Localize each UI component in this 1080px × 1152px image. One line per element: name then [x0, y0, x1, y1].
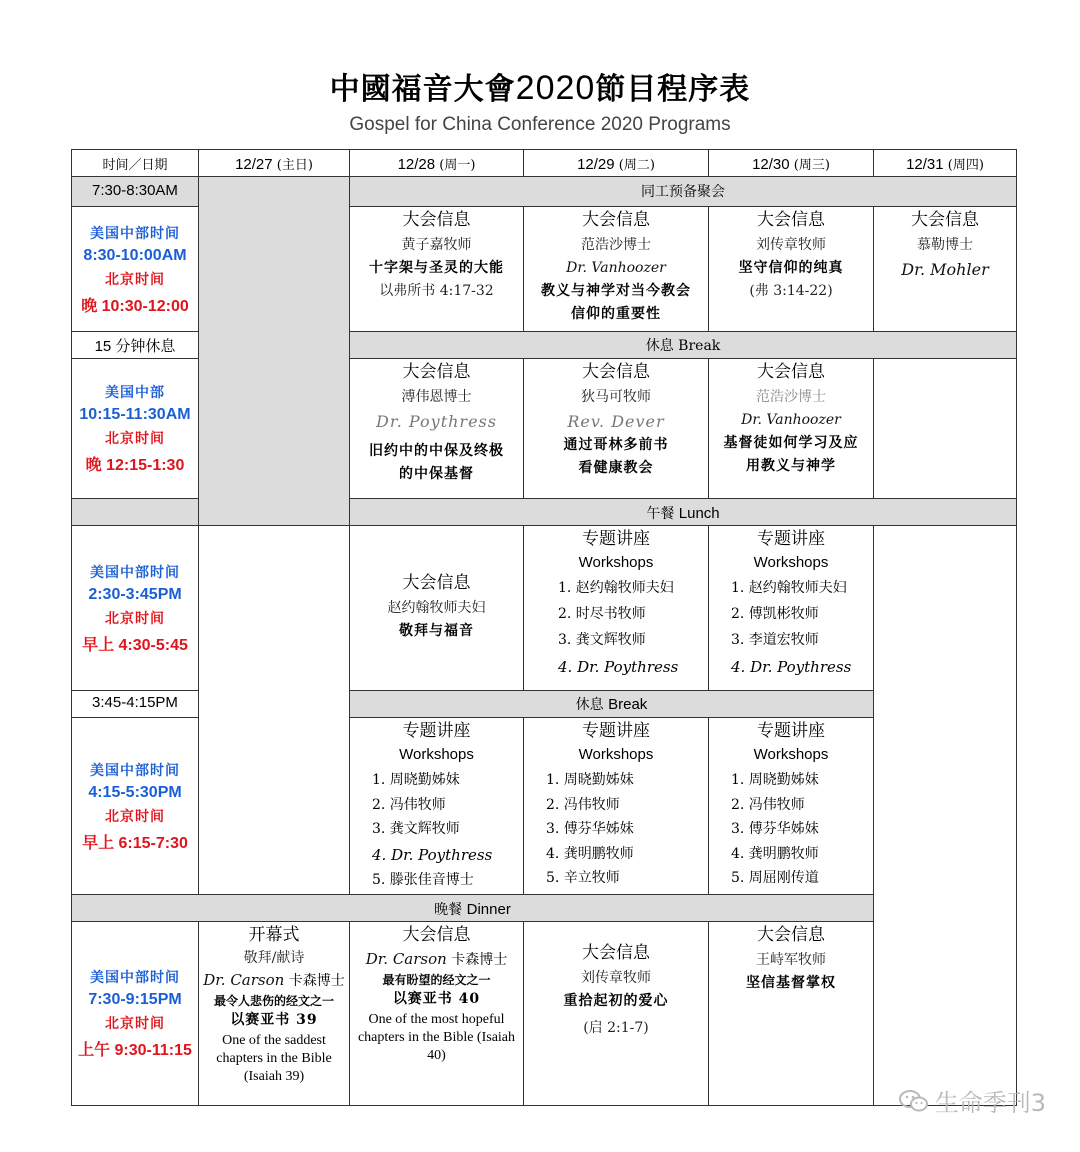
wechat-icon	[899, 1088, 929, 1114]
page-title	[0, 64, 1080, 108]
cell-heading: 大会信息	[402, 573, 471, 593]
bj-time: 上午 9:30-11:15	[78, 1042, 192, 1059]
speaker-name: 狄马可牧师	[581, 388, 651, 405]
topic-line-1: 通过哥林多前书	[563, 437, 669, 454]
cell-heading: 大会信息	[402, 925, 471, 945]
bj-time-label: 北京时间	[105, 1016, 165, 1032]
topic-line-1: 最令人悲伤的经文之一	[213, 993, 334, 1008]
s4-d4-cell	[708, 717, 874, 895]
time-session-5	[71, 921, 199, 1106]
time-session-4	[71, 717, 199, 895]
speaker-name: 王峙军牧师	[756, 951, 826, 968]
title-zh-1: 中國福音大會	[329, 72, 516, 107]
list-item: 5. 周屈刚传道	[731, 870, 819, 887]
header-day-5: 12/31 (周四)	[873, 149, 1017, 177]
bj-time-label: 北京时间	[105, 431, 165, 447]
cell-heading: 专题讲座	[402, 721, 471, 741]
list-item: 4. 龚明鹏牧师	[546, 845, 634, 862]
s1-d3-cell	[523, 206, 709, 332]
us-time: 10:15-11:30AM	[79, 406, 191, 423]
time-lunch-empty	[71, 498, 199, 526]
workshop-list	[709, 768, 873, 891]
cell-heading: 大会信息	[402, 362, 471, 382]
cell-heading: 专题讲座	[582, 721, 650, 741]
workshops-label: Workshops	[578, 553, 654, 571]
watermark	[899, 1083, 1046, 1118]
list-item: 1. 赵约翰牧师夫妇	[731, 580, 847, 597]
topic-line-1: 教义与神学对当今教会	[541, 282, 691, 299]
list-item: 3. 傅芬华姊妹	[731, 821, 819, 838]
scripture-ref: (启 2:1-7)	[583, 1019, 649, 1036]
topic: 敬拜与福音	[399, 622, 474, 639]
scripture-ref: 以弗所书 4:17-32	[379, 282, 494, 299]
bj-time: 晚 12:15-1:30	[85, 457, 185, 474]
workshops-label: Workshops	[753, 553, 829, 571]
workshop-list	[524, 768, 708, 891]
time-break-2: 3:45-4:15PM	[71, 690, 199, 718]
us-time-label: 美国中部时间	[90, 564, 180, 581]
s3-d4-cell	[708, 525, 874, 691]
list-item: 4. Dr. Poythress	[558, 657, 679, 676]
list-item: 2. 冯伟牧师	[372, 796, 446, 813]
bj-time: 早上 6:15-7:30	[82, 834, 188, 852]
speaker-name-en: Dr. Mohler	[901, 259, 989, 279]
s3-d2-cell	[349, 525, 524, 691]
speaker-line	[350, 949, 523, 970]
us-time-label: 美国中部时间	[90, 225, 180, 242]
topic-line-1: 最有盼望的经文之一	[382, 972, 491, 987]
s2-d2-cell	[349, 358, 524, 499]
list-item: 2. 冯伟牧师	[546, 796, 620, 813]
cell-heading: 开幕式	[248, 925, 300, 945]
sunday-empty-block	[198, 176, 350, 526]
watermark-text: 生命季刊3	[934, 1089, 1046, 1117]
s5-d2-cell	[349, 921, 524, 1106]
list-item: 2. 冯伟牧师	[731, 796, 805, 813]
time-prep: 7:30-8:30AM	[71, 176, 199, 207]
s2-d3-cell	[523, 358, 709, 499]
bj-time-label: 北京时间	[105, 610, 165, 627]
list-item: 1. 周晓勤姊妹	[731, 772, 819, 789]
speaker-name: 黄子嘉牧师	[401, 236, 472, 253]
speaker-name: 赵约翰牧师夫妇	[387, 599, 486, 616]
s2-d5-empty	[873, 358, 1017, 499]
s1-d5-cell	[873, 206, 1017, 332]
band-break-2: 休息 Break	[349, 690, 874, 718]
list-item: 2. 傅凯彬牧师	[731, 606, 819, 623]
speaker-name: 刘传章牧师	[756, 236, 826, 253]
us-time: 2:30-3:45PM	[88, 585, 182, 603]
list-item: 3. 李道宏牧师	[731, 631, 819, 648]
title-zh-2: 節目程序表	[595, 72, 751, 107]
speaker-name-en: Rev. Dever	[567, 411, 665, 431]
cell-heading: 大会信息	[582, 210, 650, 230]
title-year: 2020	[515, 69, 596, 107]
us-time-label: 美国中部	[105, 385, 165, 401]
bj-time: 晚 10:30-12:00	[81, 297, 189, 315]
cell-heading: 专题讲座	[757, 721, 825, 741]
topic-english: One of the saddest chapters in the Bible (Isaiah 39)	[216, 1032, 332, 1085]
speaker-name: 范浩沙博士	[756, 388, 826, 405]
speaker-name: 刘传章牧师	[581, 969, 651, 986]
s2-d4-cell	[708, 358, 874, 499]
s5-d4-cell	[708, 921, 874, 1106]
band-dinner: 晚餐 Dinner	[71, 894, 874, 922]
list-item: 5. 辛立牧师	[546, 870, 620, 887]
us-time-label: 美国中部时间	[90, 970, 180, 986]
topic-line-1: 基督徒如何学习及应	[723, 434, 859, 451]
topic-line-1: 旧约中的中保及终极	[369, 443, 504, 460]
list-item: 4. Dr. Poythress	[372, 845, 493, 864]
speaker-name-en: Dr. Vanhoozer	[741, 411, 841, 428]
speaker-name: 溥伟恩博士	[401, 388, 472, 405]
workshop-list	[709, 576, 873, 681]
scripture-ref: (弗 3:14-22)	[749, 282, 833, 299]
speaker-name-en: Dr. Carson	[365, 949, 447, 968]
s4-d3-cell	[523, 717, 709, 895]
time-session-3	[71, 525, 199, 691]
topic-line-2: 以赛亚书 40	[392, 991, 481, 1008]
s3-d3-cell	[523, 525, 709, 691]
header-day-1: 12/27 (主日)	[198, 149, 350, 177]
speaker-name: 卡森博士	[451, 951, 508, 968]
topic: 重拾起初的爱心	[563, 992, 669, 1009]
bj-time: 早上 4:30-5:45	[82, 636, 188, 654]
list-item: 4. Dr. Poythress	[731, 657, 852, 676]
speaker-name-en: Dr. Vanhoozer	[566, 259, 666, 276]
sunday-afternoon-empty	[198, 525, 350, 895]
cell-heading: 大会信息	[757, 925, 825, 945]
program-subtitle: 敬拜/献诗	[243, 949, 305, 966]
topic: 十字架与圣灵的大能	[369, 259, 504, 276]
time-break-1: 15 分钟休息	[71, 331, 199, 359]
cell-heading: 大会信息	[757, 362, 825, 382]
header-day-3: 12/29 (周二)	[523, 149, 709, 177]
cell-heading: 大会信息	[911, 210, 979, 230]
us-time: 7:30-9:15PM	[88, 991, 182, 1008]
thursday-afternoon-empty	[873, 525, 1017, 1106]
band-break-1: 休息 Break	[349, 331, 1017, 359]
list-item: 5. 滕张佳音博士	[372, 871, 474, 888]
workshops-label: Workshops	[753, 745, 829, 763]
cell-heading: 大会信息	[402, 210, 471, 230]
s4-d2-cell	[349, 717, 524, 895]
band-lunch: 午餐 Lunch	[349, 498, 1017, 526]
us-time: 4:15-5:30PM	[88, 783, 182, 801]
workshops-label: Workshops	[399, 745, 474, 763]
time-session-2	[71, 358, 199, 499]
list-item: 1. 赵约翰牧师夫妇	[558, 580, 674, 597]
list-item: 1. 周晓勤姊妹	[372, 772, 460, 789]
workshops-label: Workshops	[578, 745, 654, 763]
list-item: 3. 龚文辉牧师	[558, 631, 646, 648]
bj-time-label: 北京时间	[105, 271, 165, 288]
speaker-name-en: Dr. Carson	[203, 970, 285, 989]
cell-heading: 大会信息	[582, 362, 650, 382]
page-subtitle: Gospel for China Conference 2020 Programs	[349, 114, 731, 135]
list-item: 3. 龚文辉牧师	[372, 821, 460, 838]
band-prep: 同工预备聚会	[349, 176, 1017, 207]
header-day-2: 12/28 (周一)	[349, 149, 524, 177]
s1-d2-cell	[349, 206, 524, 332]
speaker-name-en: Dr. Poythress	[376, 411, 497, 431]
cell-heading: 大会信息	[757, 210, 825, 230]
cell-heading: 专题讲座	[582, 529, 650, 549]
topic-line-2: 信仰的重要性	[571, 305, 661, 322]
us-time: 8:30-10:00AM	[83, 246, 187, 264]
s1-d4-cell	[708, 206, 874, 332]
list-item: 4. 龚明鹏牧师	[731, 845, 819, 862]
s5-d3-cell	[523, 921, 709, 1106]
header-day-4: 12/30 (周三)	[708, 149, 874, 177]
cell-heading: 大会信息	[582, 943, 650, 963]
time-session-1	[71, 206, 199, 332]
list-item: 3. 傅芬华姊妹	[546, 821, 634, 838]
speaker-name: 卡森博士	[288, 972, 345, 989]
topic: 坚守信仰的纯真	[738, 259, 844, 276]
speaker-name: 慕勒博士	[917, 236, 973, 253]
topic-line-2: 的中保基督	[399, 466, 474, 483]
us-time-label: 美国中部时间	[90, 762, 180, 779]
header-time-date: 时间／日期	[71, 149, 199, 177]
topic-line-2: 看健康教会	[578, 460, 654, 477]
topic-line-2: 用教义与神学	[746, 457, 836, 474]
speaker-name: 范浩沙博士	[581, 236, 651, 253]
list-item: 2. 时尽书牧师	[558, 606, 646, 623]
workshop-list	[524, 576, 708, 681]
bj-time-label: 北京时间	[105, 808, 165, 825]
s5-d1-cell	[198, 921, 350, 1106]
workshop-list	[350, 768, 523, 892]
cell-heading: 专题讲座	[757, 529, 825, 549]
list-item: 1. 周晓勤姊妹	[546, 772, 634, 789]
topic-english: One of the most hopeful chapters in the Bible (Isaiah 40)	[357, 1011, 516, 1064]
topic-line-2: 以赛亚书 39	[230, 1011, 318, 1028]
speaker-line	[199, 970, 349, 991]
topic: 坚信基督掌权	[746, 974, 836, 991]
